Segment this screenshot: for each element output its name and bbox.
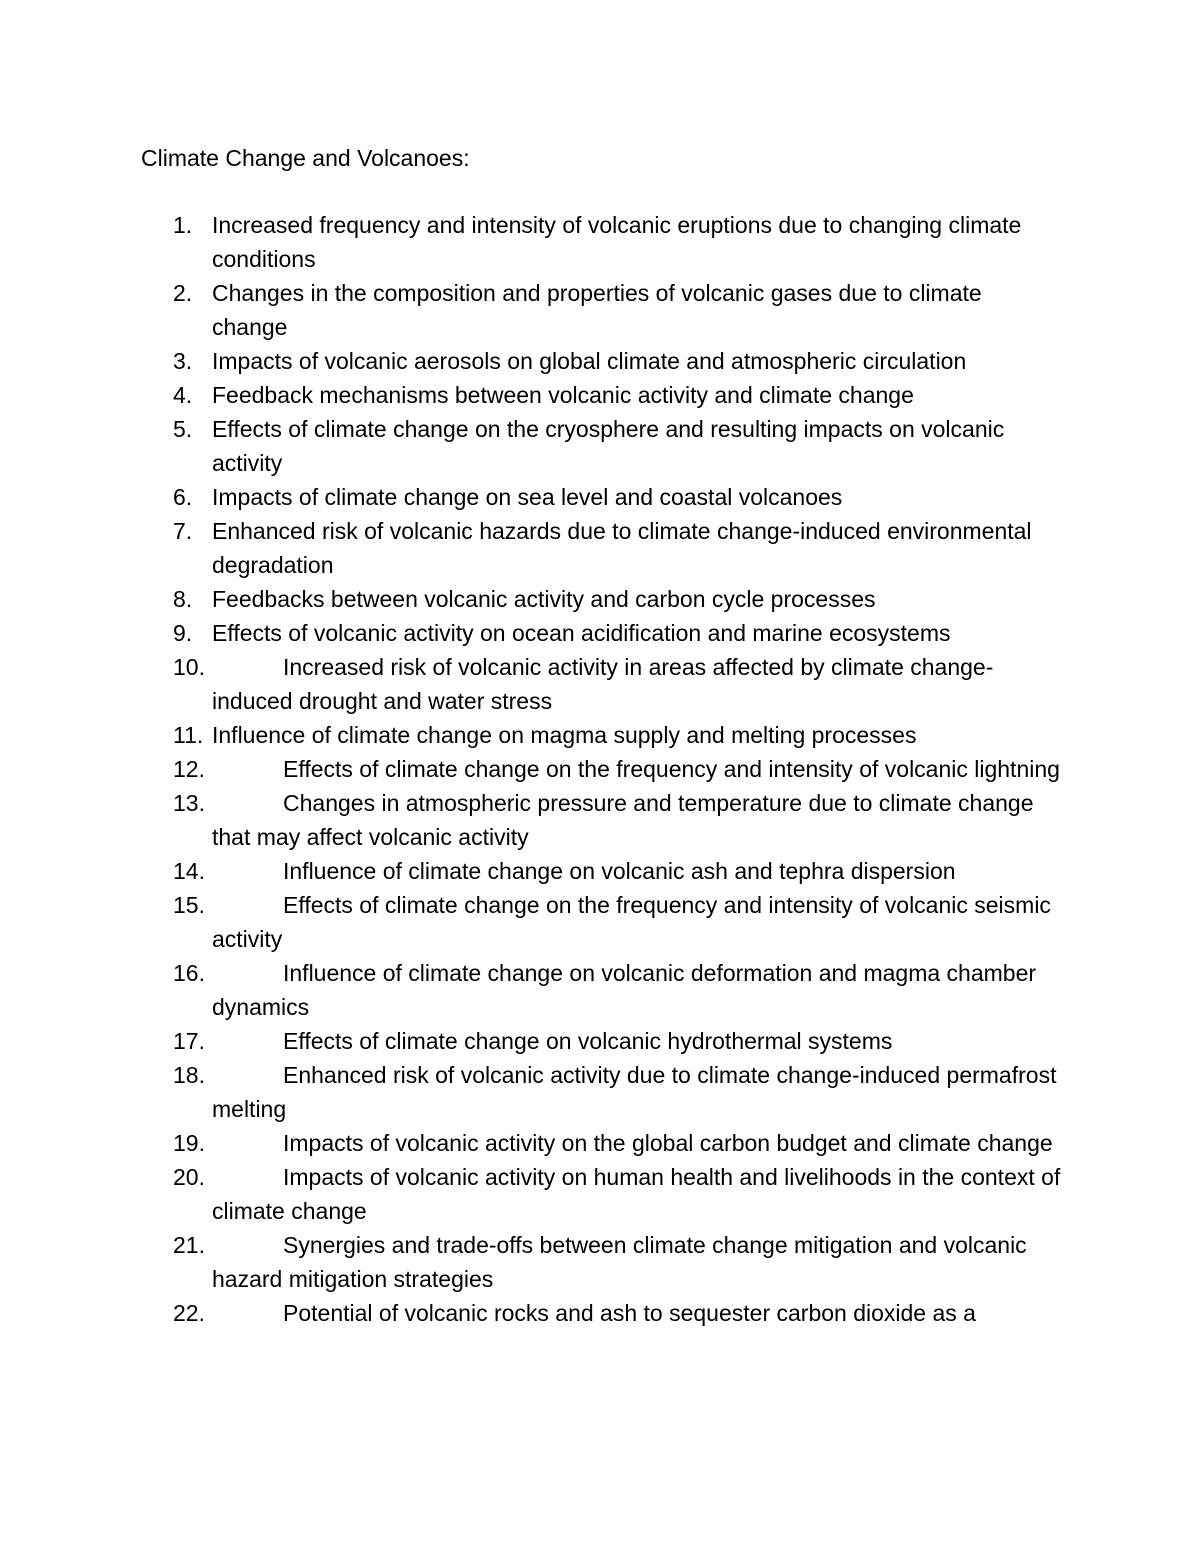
list-item-text: Enhanced risk of volcanic activity due to climate change-induced permafrost melting [212,1062,1057,1122]
list-item-text: Changes in the composition and properties of volcanic gases due to climate change [212,280,982,340]
list-item-text: Effects of climate change on the cryosphere and resulting impacts on volcanic activity [212,416,1005,476]
list-item [0,786,1200,854]
list-item-number: 15. [173,892,205,918]
list-item-number: 4. [173,382,193,408]
list-item-number: 16. [173,960,205,986]
list-item [0,718,1200,752]
list-item [0,616,1200,650]
list-item [0,276,1200,344]
list-item [0,378,1200,412]
list-item [0,412,1200,480]
list-item-text: Potential of volcanic rocks and ash to sequester carbon dioxide as a [283,1300,976,1326]
list-item-text: Feedbacks between volcanic activity and carbon cycle processes [212,586,876,612]
list-item-number: 11. [173,722,204,748]
list-item [0,1058,1200,1126]
list-item [0,650,1200,718]
list-item [0,582,1200,616]
list-item [0,514,1200,582]
list-item [0,888,1200,956]
list-item-number: 3. [173,348,193,374]
list-item-number: 10. [173,654,205,680]
list-item-text: Effects of climate change on volcanic hydrothermal systems [283,1028,893,1054]
list-item-text: Effects of volcanic activity on ocean acidification and marine ecosystems [212,620,951,646]
list-item-number: 12. [173,756,205,782]
list-item [0,1228,1200,1296]
list-item-text: Effects of climate change on the frequency and intensity of volcanic lightning [283,756,1060,782]
list-item-number: 17. [173,1028,205,1054]
list-item-text: Impacts of volcanic activity on the global carbon budget and climate change [283,1130,1053,1156]
list-item-text: Changes in atmospheric pressure and temperature due to climate change that may affect volcanic activity [212,790,1034,850]
list-item-text: Impacts of volcanic activity on human health and livelihoods in the context of climate change [212,1164,1061,1224]
document-title: Climate Change and Volcanoes: [141,145,470,171]
list-item [0,208,1200,276]
list-item-number: 9. [173,620,193,646]
list-item-text: Synergies and trade-offs between climate change mitigation and volcanic hazard mitigation strategies [212,1232,1027,1292]
list-item [0,854,1200,888]
list-item-text: Impacts of climate change on sea level and coastal volcanoes [212,484,843,510]
list-item-number: 21. [173,1232,205,1258]
list-item-text: Effects of climate change on the frequency and intensity of volcanic seismic activity [212,892,1051,952]
list-item-text: Feedback mechanisms between volcanic activity and climate change [212,382,914,408]
list-item-text: Influence of climate change on volcanic ash and tephra dispersion [283,858,956,884]
list-item [0,480,1200,514]
list-item [0,344,1200,378]
list-item-text: Influence of climate change on volcanic deformation and magma chamber dynamics [212,960,1037,1020]
list-item-number: 22. [173,1300,205,1326]
list-item [0,956,1200,1024]
list-item-text: Increased risk of volcanic activity in areas affected by climate change-induced drought and water stress [212,654,994,714]
list-item [0,1126,1200,1160]
list-item [0,1296,1200,1330]
list-item [0,1160,1200,1228]
list-item-number: 2. [173,280,193,306]
numbered-list [0,208,1200,1330]
list-item-text: Enhanced risk of volcanic hazards due to climate change-induced environmental degradation [212,518,1032,578]
list-item [0,752,1200,786]
list-item-text: Influence of climate change on magma supply and melting processes [212,722,917,748]
list-item [0,1024,1200,1058]
list-item-text: Impacts of volcanic aerosols on global climate and atmospheric circulation [212,348,967,374]
list-item-number: 1. [173,212,193,238]
list-item-number: 18. [173,1062,205,1088]
list-item-number: 20. [173,1164,205,1190]
list-item-text: Increased frequency and intensity of volcanic eruptions due to changing climate conditions [212,212,1022,272]
list-item-number: 6. [173,484,193,510]
list-item-number: 19. [173,1130,205,1156]
list-item-number: 13. [173,790,205,816]
list-item-number: 14. [173,858,205,884]
list-item-number: 7. [173,518,193,544]
list-item-number: 5. [173,416,193,442]
list-item-number: 8. [173,586,193,612]
